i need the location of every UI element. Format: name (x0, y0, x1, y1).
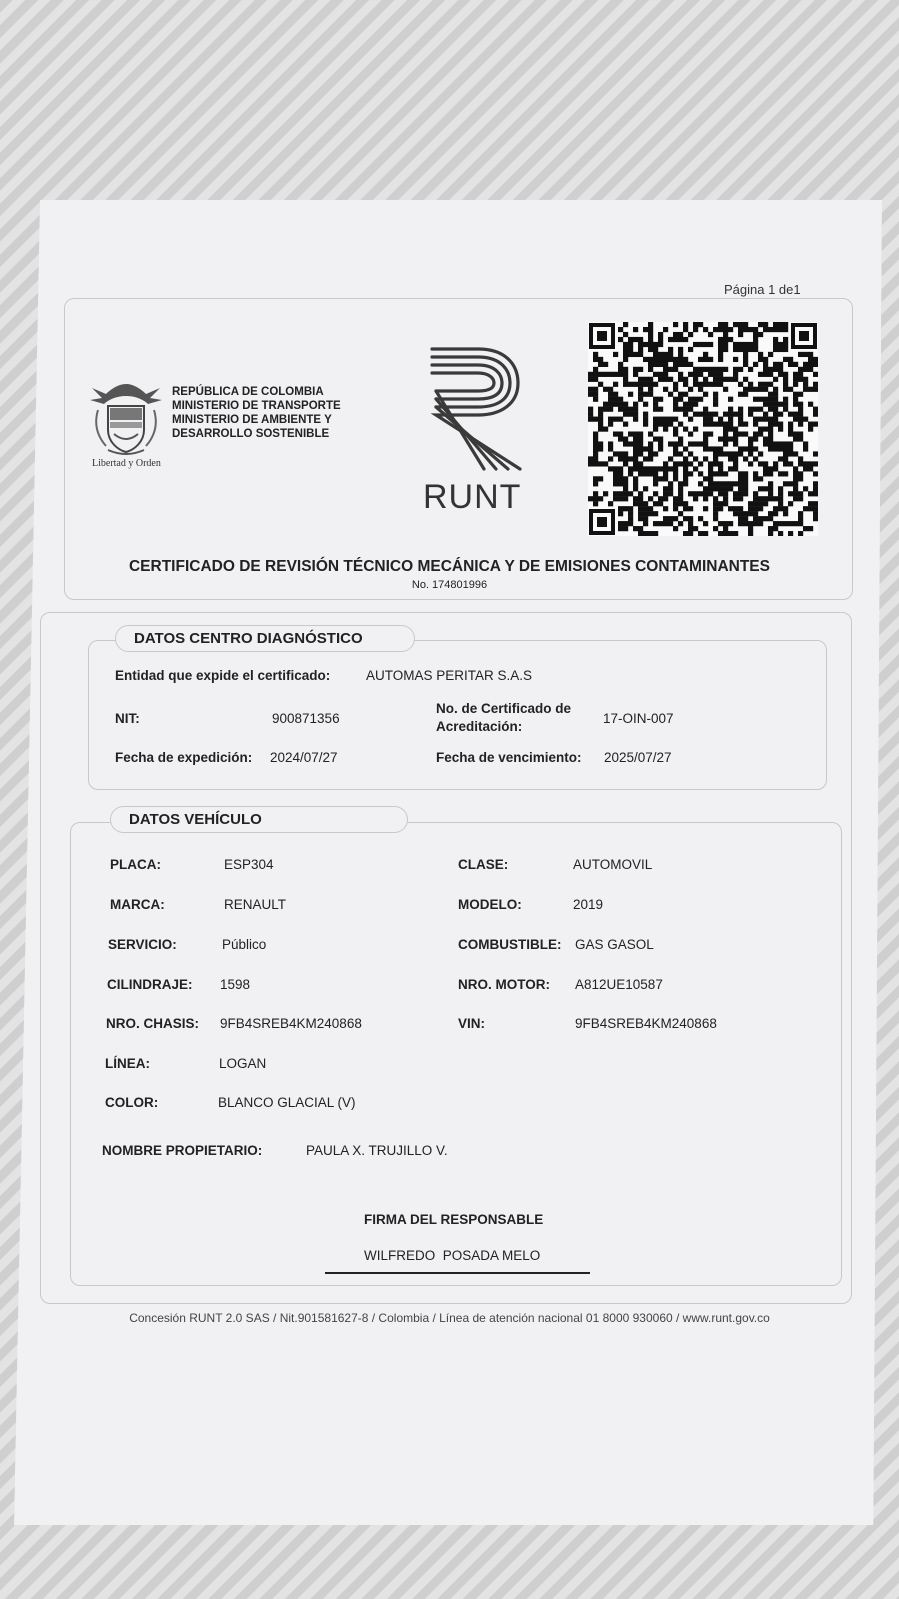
signature-line (325, 1272, 590, 1274)
qr-code-icon (588, 322, 818, 536)
cilindraje-label: CILINDRAJE: (107, 977, 193, 992)
combustible-value: GAS GASOL (575, 937, 654, 952)
color-label: COLOR: (105, 1095, 159, 1110)
cilindraje-value: 1598 (220, 977, 251, 992)
crest-motto: Libertad y Orden (92, 458, 161, 469)
placa-label: PLACA: (110, 857, 161, 872)
firma-name: WILFREDO POSADA MELO (364, 1248, 541, 1263)
propietario-label: NOMBRE PROPIETARIO: (102, 1143, 263, 1158)
color-value: BLANCO GLACIAL (V) (218, 1095, 356, 1110)
colombia-coat-of-arms-icon (88, 380, 164, 460)
nro-chasis-label: NRO. CHASIS: (106, 1016, 200, 1031)
acreditacion-label (436, 700, 571, 736)
ministry-line: DESARROLLO SOSTENIBLE (172, 428, 330, 440)
nit-label: NIT: (115, 711, 140, 726)
servicio-value: Público (222, 937, 267, 952)
ministry-line: REPÚBLICA DE COLOMBIA (172, 386, 324, 398)
nro-motor-value: A812UE10587 (575, 977, 663, 992)
vin-value: 9FB4SREB4KM240868 (575, 1016, 717, 1031)
acreditacion-value: 17-OIN-007 (603, 711, 674, 726)
marca-value: RENAULT (224, 897, 287, 912)
servicio-label: SERVICIO: (108, 937, 177, 952)
linea-label: LÍNEA: (105, 1056, 150, 1071)
runt-r-logo-icon (420, 345, 530, 475)
clase-label: CLASE: (458, 857, 509, 872)
ministry-line: MINISTERIO DE AMBIENTE Y (172, 414, 332, 426)
fecha-expedicion-value: 2024/07/27 (270, 750, 338, 765)
firma-label: FIRMA DEL RESPONSABLE (364, 1212, 544, 1227)
certificate-title: CERTIFICADO DE REVISIÓN TÉCNICO MECÁNICA Y DE EMISIONES CONTAMINANTES (128, 558, 770, 575)
entidad-label: Entidad que expide el certificado: (115, 668, 331, 683)
propietario-value: PAULA X. TRUJILLO V. (306, 1143, 448, 1158)
runt-logo-text: RUNT (423, 478, 522, 516)
nro-chasis-value: 9FB4SREB4KM240868 (220, 1016, 362, 1031)
acreditacion-label-line: No. de Certificado de (436, 701, 572, 716)
clase-value: AUTOMOVIL (573, 857, 653, 872)
marca-label: MARCA: (110, 897, 165, 912)
fecha-vencimiento-label: Fecha de vencimiento: (436, 750, 582, 765)
page-number: Página 1 de1 (724, 282, 801, 297)
vin-label: VIN: (458, 1016, 485, 1031)
nit-value: 900871356 (272, 711, 340, 726)
acreditacion-label-line: Acreditación: (436, 719, 523, 734)
fecha-expedicion-label: Fecha de expedición: (115, 750, 253, 765)
modelo-label: MODELO: (458, 897, 522, 912)
datos-vehiculo-heading: DATOS VEHÍCULO (110, 806, 408, 833)
centro-diagnostico-heading: DATOS CENTRO DIAGNÓSTICO (115, 625, 415, 652)
entidad-value: AUTOMAS PERITAR S.A.S (366, 668, 533, 683)
ministry-line: MINISTERIO DE TRANSPORTE (172, 400, 341, 412)
certificate-number: No. 174801996 (411, 579, 488, 591)
ministry-block (172, 385, 341, 441)
linea-value: LOGAN (219, 1056, 267, 1071)
footer-text: Concesión RUNT 2.0 SAS / Nit.901581627-8 / Colombia / Línea de atención nacional 01 8000 930060 / www.runt.gov.co (129, 1311, 770, 1325)
fecha-vencimiento-value: 2025/07/27 (604, 750, 672, 765)
modelo-value: 2019 (573, 897, 604, 912)
combustible-label: COMBUSTIBLE: (458, 937, 562, 952)
placa-value: ESP304 (224, 857, 274, 872)
nro-motor-label: NRO. MOTOR: (458, 977, 550, 992)
